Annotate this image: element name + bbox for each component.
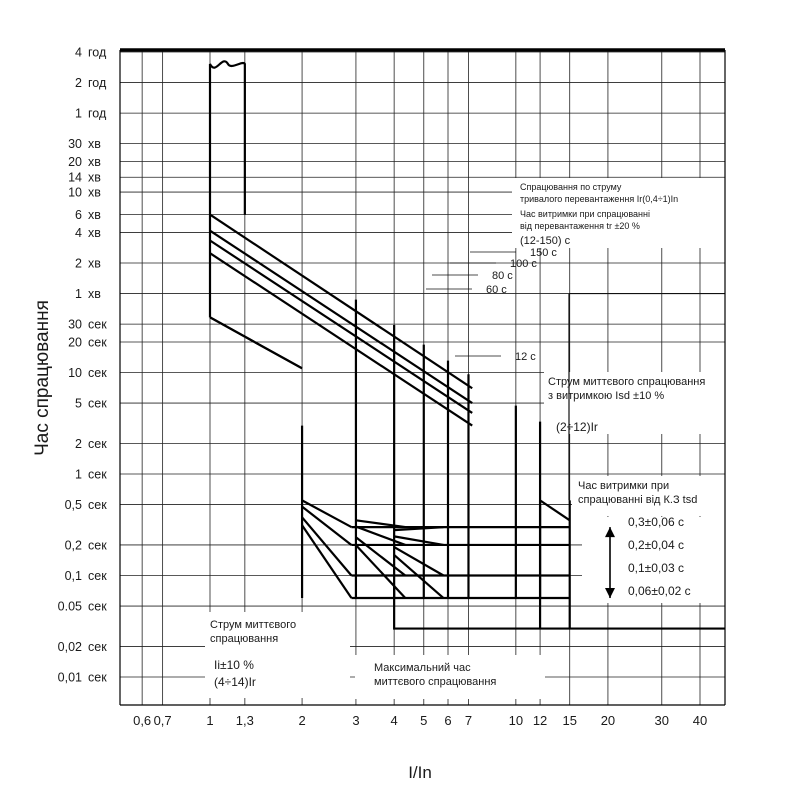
y-tick-unit: сек: [88, 317, 107, 332]
y-tick-number: 0.05: [57, 599, 82, 614]
y-tick-unit: сек: [88, 436, 107, 451]
overload-band-top: [210, 61, 245, 214]
y-tick-number: 4: [75, 225, 82, 240]
long-delay-curve-min: [210, 317, 302, 368]
curve-label: 60 c: [486, 284, 507, 296]
tr-range: (12-150) c: [520, 235, 571, 247]
tsd-02-label: 0,2±0,04 c: [628, 538, 684, 552]
y-tick-unit: сек: [88, 498, 107, 513]
long-delay-curve: [210, 215, 472, 389]
y-tick-number: 2: [75, 436, 82, 451]
ii-title-1: Струм миттєвого: [210, 619, 297, 631]
y-tick-unit: сек: [88, 599, 107, 614]
y-tick-unit: сек: [88, 366, 107, 381]
y-tick-number: 20: [68, 335, 82, 350]
max-inst-2: миттєвого спрацювання: [374, 676, 497, 688]
tsd-title-1: Час витримки при: [578, 480, 670, 492]
x-tick-label: 10: [508, 713, 524, 728]
x-tick-label: 4: [390, 713, 398, 728]
y-tick-unit: год: [88, 106, 107, 121]
y-tick-number: 10: [68, 366, 82, 381]
x-tick-label: 12: [532, 713, 548, 728]
y-tick-number: 30: [68, 317, 82, 332]
panel-spacer: [569, 294, 725, 300]
curve-label: 150 c: [530, 247, 557, 259]
y-tick-number: 0,01: [57, 670, 82, 685]
x-tick-label: 2: [298, 713, 306, 728]
long-delay-title-2: тривалого перевантаження Ir(0,4÷1)In: [520, 194, 679, 204]
x-tick-label: 1,3: [235, 713, 254, 728]
y-tick-unit: сек: [88, 335, 107, 350]
y-tick-unit: сек: [88, 670, 107, 685]
x-tick-label: 3: [352, 713, 360, 728]
long-delay-curve: [210, 240, 472, 412]
y-tick-unit: хв: [88, 208, 101, 223]
y-tick-unit: хв: [88, 155, 101, 170]
y-tick-number: 0,1: [64, 569, 82, 584]
y-tick-unit: год: [88, 45, 107, 60]
y-tick-unit: сек: [88, 538, 107, 553]
y-tick-number: 1: [75, 287, 82, 302]
y-tick-unit: хв: [88, 137, 101, 152]
x-tick-label: 1: [206, 713, 214, 728]
y-tick-number: 20: [68, 155, 82, 170]
curve-label: 12 c: [515, 351, 536, 363]
x-tick-label: 15: [562, 713, 577, 728]
y-tick-unit: хв: [88, 256, 101, 271]
y-tick-unit: год: [88, 76, 107, 91]
y-tick-unit: хв: [88, 287, 101, 302]
short-delay-slope: [302, 525, 351, 598]
ii-title-2: спрацювання: [210, 633, 279, 645]
isd-title-1: Струм миттєвого спрацювання: [548, 376, 706, 388]
x-tick-label: 0,6: [133, 713, 152, 728]
tsd-01-label: 0,1±0,03 c: [628, 561, 684, 575]
ii-tolerance: Ii±10 %: [214, 658, 254, 672]
tsd-title-2: спрацюванні від К.З tsd: [578, 494, 698, 506]
y-tick-number: 1: [75, 106, 82, 121]
x-tick-label: 7: [464, 713, 473, 728]
y-tick-number: 0,2: [64, 538, 82, 553]
y-tick-number: 5: [75, 396, 82, 411]
tsd-03-label: 0,3±0,06 c: [628, 515, 684, 529]
y-tick-number: 1: [75, 467, 82, 482]
x-tick-label: 40: [692, 713, 708, 728]
y-tick-unit: сек: [88, 569, 107, 584]
y-tick-number: 14: [68, 170, 82, 185]
y-tick-number: 0,02: [57, 639, 82, 654]
x-tick-label: 6: [444, 713, 452, 728]
isd-range: (2÷12)Ir: [556, 420, 598, 434]
x-tick-label: 0,7: [153, 713, 172, 728]
y-tick-unit: сек: [88, 639, 107, 654]
y-tick-unit: сек: [88, 396, 107, 411]
y-tick-number: 0,5: [64, 498, 82, 513]
curve-label: 80 c: [492, 270, 513, 282]
x-axis-label: I/In: [408, 763, 432, 782]
short-delay-slope: [540, 500, 570, 520]
long-delay-curve: [210, 231, 472, 403]
x-tick-label: 30: [654, 713, 670, 728]
y-tick-unit: хв: [88, 185, 101, 200]
y-axis-label: Час спрацювання: [32, 300, 53, 456]
y-tick-number: 10: [68, 185, 82, 200]
y-tick-unit: хв: [88, 170, 101, 185]
ii-range: (4÷14)Ir: [214, 675, 256, 689]
y-tick-number: 30: [68, 137, 82, 152]
isd-title-2: з витримкою Isd ±10 %: [548, 390, 665, 402]
y-tick-number: 2: [75, 256, 82, 271]
long-delay-title-1: Спрацювання по струму: [520, 182, 622, 192]
max-inst-1: Максимальний час: [374, 662, 471, 674]
tr-title-1: Час витримки при спрацюванні: [520, 209, 650, 219]
x-tick-label: 20: [600, 713, 616, 728]
short-delay-slope: [356, 545, 405, 598]
tsd-006-label: 0,06±0,02 c: [628, 584, 691, 598]
curve-label: 100 c: [510, 258, 537, 270]
x-tick-label: 5: [420, 713, 428, 728]
y-tick-number: 6: [75, 208, 82, 223]
y-tick-unit: хв: [88, 225, 101, 240]
y-tick-number: 4: [75, 45, 82, 60]
y-tick-unit: сек: [88, 467, 107, 482]
tr-title-2: від перевантаження tr ±20 %: [520, 221, 640, 231]
y-tick-number: 2: [75, 76, 82, 91]
